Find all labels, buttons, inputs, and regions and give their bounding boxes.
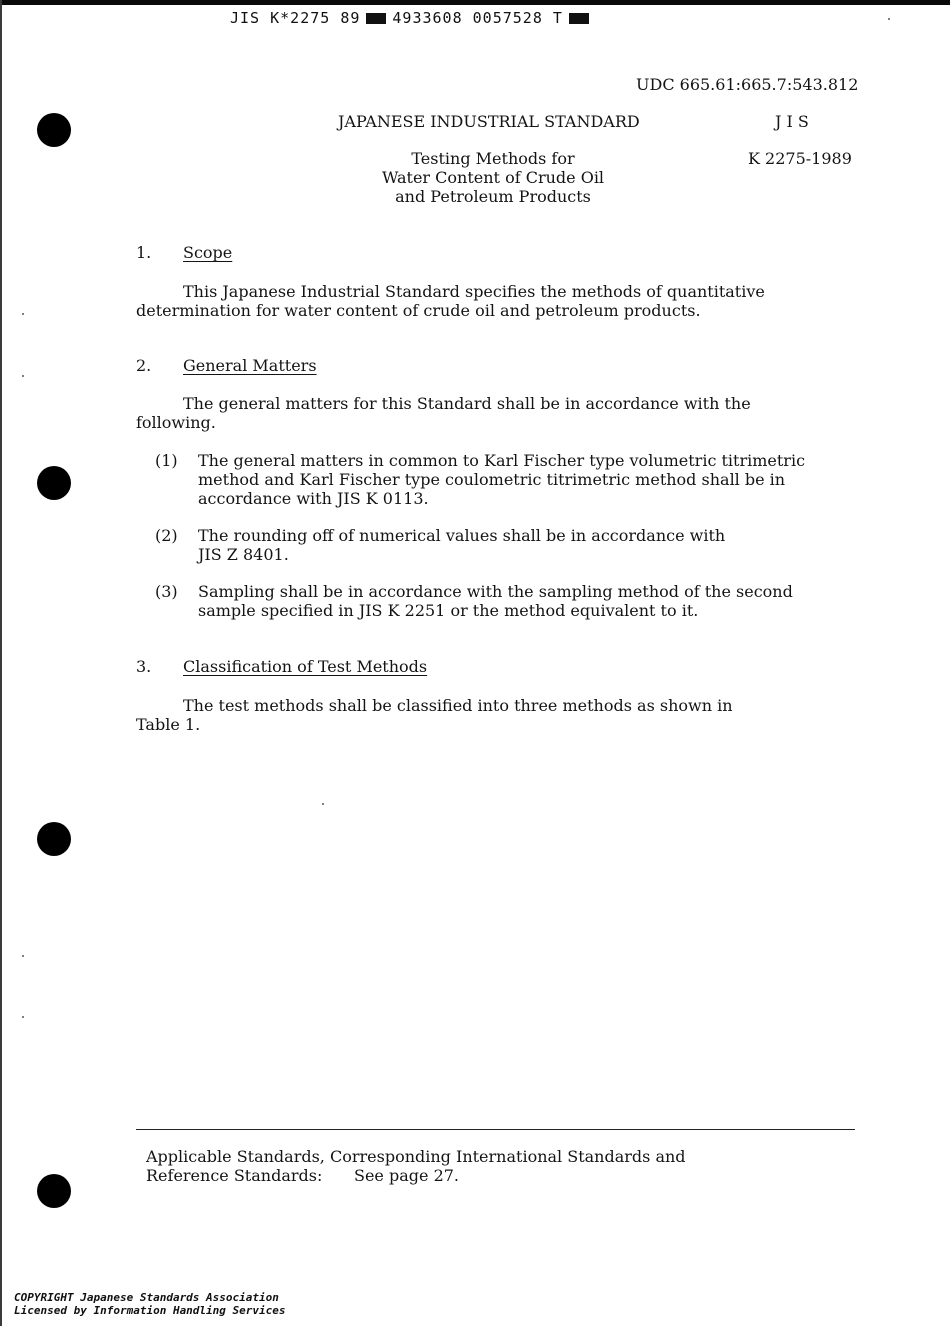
paragraph-line: The test methods shall be classified into three methods as shown in: [183, 696, 733, 715]
scan-speck: [22, 313, 24, 315]
footnote-label: Reference Standards:: [146, 1166, 323, 1185]
list-item-line: sample specified in JIS K 2251 or the method equivalent to it.: [198, 601, 699, 620]
list-item-number: (1): [155, 451, 178, 470]
scan-top-bar: [0, 0, 950, 5]
list-item-line: Sampling shall be in accordance with the sampling method of the second: [198, 582, 793, 601]
scan-speck: [888, 18, 890, 20]
list-item-number: (2): [155, 526, 178, 545]
redaction-block: [569, 13, 589, 24]
list-item-number: (3): [155, 582, 178, 601]
list-item-line: accordance with JIS K 0113.: [198, 489, 429, 508]
license-line: Licensed by Information Handling Services: [14, 1304, 286, 1317]
paragraph-line: Table 1.: [136, 715, 201, 734]
standard-number: K 2275-1989: [748, 149, 852, 168]
list-item-line: The general matters in common to Karl Fischer type volumetric titrimetric: [198, 451, 806, 470]
udc-code: UDC 665.61:665.7:543.812: [636, 75, 859, 94]
footnote-line-1: Applicable Standards, Corresponding International Standards and: [146, 1147, 686, 1166]
redaction-block: [366, 13, 386, 24]
footnote-page-ref: See page 27.: [354, 1166, 460, 1185]
list-item-line: JIS Z 8401.: [198, 545, 289, 564]
punch-hole: [37, 466, 71, 500]
punch-hole: [37, 113, 71, 147]
jis-mark: J I S: [775, 112, 809, 131]
scan-left-edge: [0, 0, 2, 1326]
copyright-line: COPYRIGHT Japanese Standards Association: [14, 1291, 279, 1304]
scan-speck: [322, 803, 324, 805]
section-title-scope: Scope: [183, 243, 233, 262]
scan-header-code: [230, 9, 595, 27]
list-item-line: The rounding off of numerical values shall be in accordance with: [198, 526, 726, 545]
paragraph-line: following.: [136, 413, 216, 432]
punch-hole: [37, 822, 71, 856]
section-title-classification: Classification of Test Methods: [183, 657, 428, 676]
section-number: 2.: [136, 356, 152, 375]
section-number: 3.: [136, 657, 152, 676]
scan-speck: [22, 1016, 24, 1018]
doc-title-line-1: Testing Methods for: [411, 149, 575, 168]
punch-hole: [37, 1174, 71, 1208]
list-item-line: method and Karl Fischer type coulometric titrimetric method shall be in: [198, 470, 786, 489]
section-number: 1.: [136, 243, 152, 262]
paragraph-line: This Japanese Industrial Standard specifies the methods of quantitative: [183, 282, 765, 301]
paragraph-line: The general matters for this Standard shall be in accordance with the: [183, 394, 751, 413]
scan-code-part2: 4933608 0057528 T: [392, 9, 563, 27]
scan-speck: [22, 955, 24, 957]
org-name: JAPANESE INDUSTRIAL STANDARD: [338, 112, 640, 131]
doc-title-line-3: and Petroleum Products: [395, 187, 591, 206]
paragraph-line: determination for water content of crude oil and petroleum products.: [136, 301, 701, 320]
footnote-rule: [136, 1129, 855, 1130]
doc-title-line-2: Water Content of Crude Oil: [381, 168, 605, 187]
scan-speck: [22, 375, 24, 377]
scan-code-part1: JIS K*2275 89: [230, 9, 361, 27]
section-title-general-matters: General Matters: [183, 356, 317, 375]
